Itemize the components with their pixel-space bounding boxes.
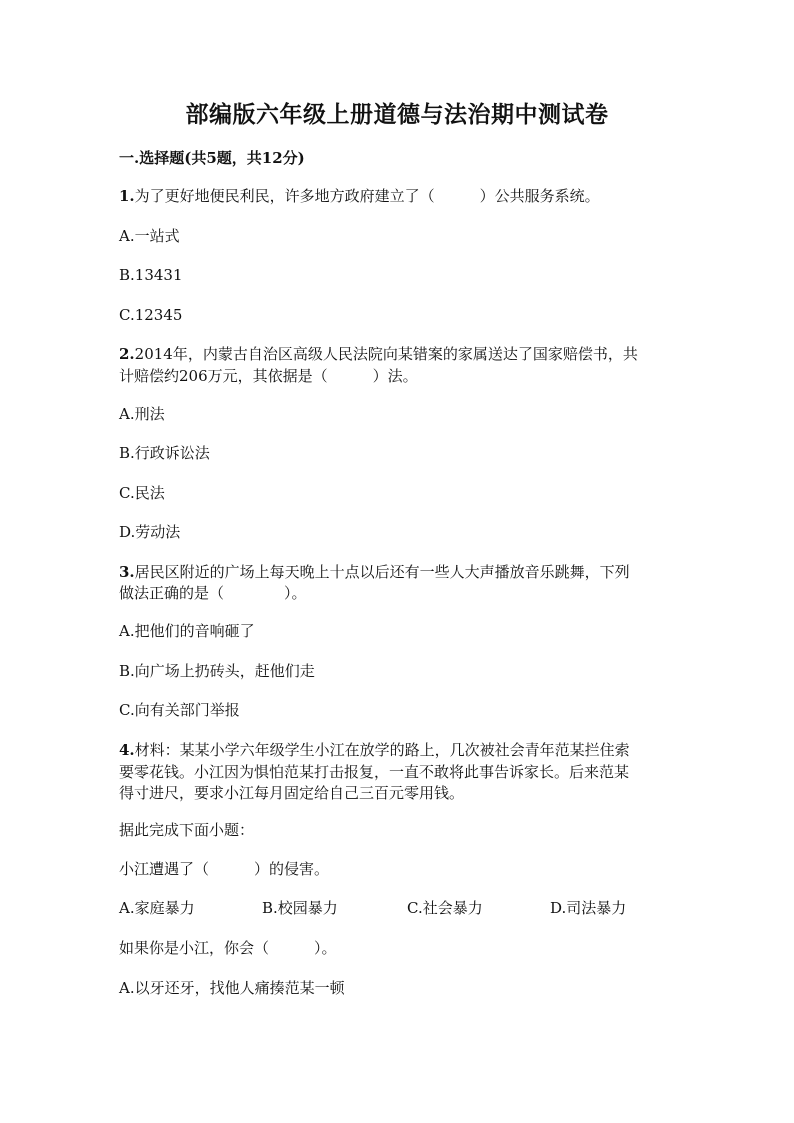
q4-instruction: 据此完成下面小题： <box>119 821 255 839</box>
q3-option-a: A.把他们的音响砸了 <box>119 622 255 640</box>
question-number: 2. <box>119 345 135 363</box>
q1-option-a: A.一站式 <box>119 227 180 245</box>
question-3 <box>119 562 630 582</box>
q2-option-b: B.行政诉讼法 <box>119 444 210 462</box>
q1-option-c: C.12345 <box>119 306 183 324</box>
question-4-continued-1: 要零花钱。小江因为惧怕范某打击报复，一直不敢将此事告诉家长。后来范某 <box>119 763 630 781</box>
question-4 <box>119 740 630 760</box>
q4-sub2-text: 如果你是小江，你会（ ）。 <box>119 939 337 957</box>
question-2 <box>119 344 638 364</box>
q4-sub1-option-c: C.社会暴力 <box>407 899 483 917</box>
question-text: 为了更好地便民利民，许多地方政府建立了（ ）公共服务系统。 <box>134 187 600 205</box>
q3-option-c: C.向有关部门举报 <box>119 701 240 719</box>
q4-sub1-option-b: B.校园暴力 <box>262 899 338 917</box>
q4-sub2-option-a: A.以牙还牙，找他人痛揍范某一顿 <box>119 979 345 997</box>
q2-option-a: A.刑法 <box>119 405 165 423</box>
question-3-continued: 做法正确的是（ ）。 <box>119 584 307 602</box>
question-number: 1. <box>119 187 135 205</box>
q2-option-c: C.民法 <box>119 484 165 502</box>
question-1 <box>119 186 600 206</box>
question-number: 3. <box>119 563 135 581</box>
page-title: 部编版六年级上册道德与法治期中测试卷 <box>185 101 609 128</box>
q4-sub1-text: 小江遭遇了（ ）的侵害。 <box>119 860 330 878</box>
question-number: 4. <box>119 741 135 759</box>
question-4-continued-2: 得寸进尺，要求小江每月固定给自己三百元零用钱。 <box>119 784 465 802</box>
q3-option-b: B.向广场上扔砖头，赶他们走 <box>119 662 315 680</box>
q4-sub1-option-d: D.司法暴力 <box>550 899 627 917</box>
q2-option-d: D.劳动法 <box>119 523 181 541</box>
question-2-continued: 计赔偿约206万元，其依据是（ ）法。 <box>119 367 418 385</box>
question-text: 材料：某某小学六年级学生小江在放学的路上，几次被社会青年范某拦住索 <box>134 741 630 759</box>
q4-sub1-option-a: A.家庭暴力 <box>119 899 195 917</box>
q1-option-b: B.13431 <box>119 266 183 284</box>
question-text: 2014年，内蒙古自治区高级人民法院向某错案的家属送达了国家赔偿书，共 <box>134 345 638 363</box>
question-text: 居民区附近的广场上每天晚上十点以后还有一些人大声播放音乐跳舞，下列 <box>134 563 630 581</box>
section-heading: 一.选择题(共5题，共12分) <box>119 149 305 167</box>
